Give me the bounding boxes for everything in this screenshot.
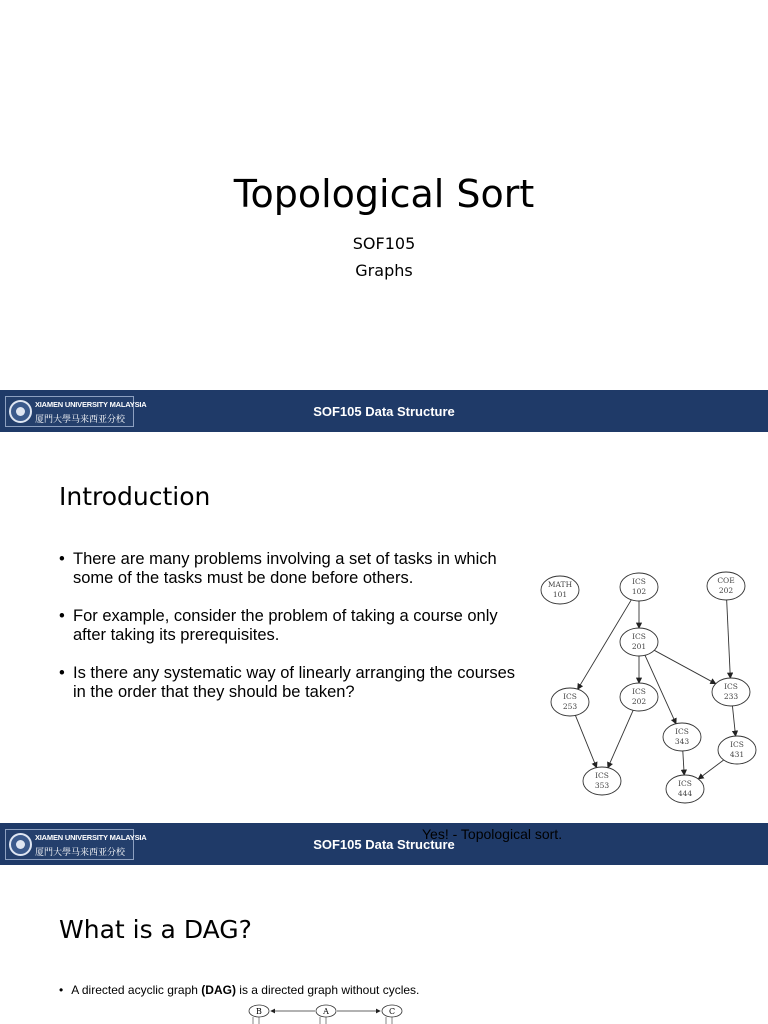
graph-node-ics431 xyxy=(718,736,756,764)
graph-node-label: ICS xyxy=(675,727,689,736)
logo-text-en: XIAMEN UNIVERSITY MALAYSIA xyxy=(35,833,147,842)
graph-edge xyxy=(727,600,731,678)
graph-edge xyxy=(732,706,735,736)
dag-def-suffix: is a directed graph without cycles. xyxy=(235,983,420,997)
dag-node-label: B xyxy=(256,1007,262,1016)
graph-node-label: 201 xyxy=(631,642,647,651)
slide-topic: Graphs xyxy=(355,261,413,280)
graph-edge xyxy=(698,760,723,779)
graph-node-ics253 xyxy=(551,688,589,716)
graph-node-ics201 xyxy=(620,628,658,656)
intro-bullet: • For example, consider the problem of taking a course only after taking its prerequisites. xyxy=(59,607,529,645)
intro-bullet: • There are many problems involving a set of tasks in which some of the tasks must be done before others. xyxy=(59,550,529,588)
graph-node-label: ICS xyxy=(632,632,646,641)
graph-node-label: ICS xyxy=(678,779,692,788)
graph-node-label: ICS xyxy=(632,577,646,586)
graph-node-label: 101 xyxy=(552,590,568,599)
dag-node xyxy=(316,1005,336,1024)
dag-definition xyxy=(59,983,419,997)
topological-sort-answer: Yes! - Topological sort. xyxy=(422,826,563,842)
prerequisite-graph xyxy=(535,565,768,810)
graph-node-label: ICS xyxy=(595,771,609,780)
graph-node-ics233 xyxy=(712,678,750,706)
dag-node xyxy=(382,1005,402,1024)
graph-node-label: COE xyxy=(717,576,735,585)
graph-node-ics353 xyxy=(583,767,621,795)
graph-node-label: ICS xyxy=(563,692,577,701)
intro-heading: Introduction xyxy=(59,482,211,511)
dag-heading: What is a DAG? xyxy=(59,915,252,944)
graph-edge xyxy=(683,751,684,775)
intro-bullet-list xyxy=(59,550,529,721)
graph-node-math101 xyxy=(541,576,579,604)
graph-node-ics343 xyxy=(663,723,701,751)
graph-node-label: 253 xyxy=(562,702,578,711)
header-course-title: SOF105 Data Structure xyxy=(313,404,455,419)
graph-node-label: ICS xyxy=(730,740,744,749)
graph-node-label: 431 xyxy=(729,750,745,759)
graph-node-ics444 xyxy=(666,775,704,803)
graph-node-label: 202 xyxy=(631,697,647,706)
graph-node-label: 202 xyxy=(718,586,734,595)
graph-edge xyxy=(654,650,715,683)
graph-node-label: 444 xyxy=(677,789,693,798)
header-course-title: SOF105 Data Structure xyxy=(313,837,455,852)
graph-node-ics202 xyxy=(620,683,658,711)
intro-bullet: • Is there any systematic way of linearly arranging the courses in the order that they should be taken? xyxy=(59,664,529,702)
dag-def-term: (DAG) xyxy=(201,983,236,997)
graph-edge xyxy=(608,710,633,767)
graph-node-label: 102 xyxy=(631,587,647,596)
course-code: SOF105 xyxy=(352,234,416,253)
dag-node-label: A xyxy=(323,1007,329,1016)
graph-node-ics102 xyxy=(620,573,658,601)
graph-node-label: 233 xyxy=(723,692,739,701)
dag-node xyxy=(249,1005,269,1024)
header-band xyxy=(0,823,768,865)
graph-node-label: MATH xyxy=(547,580,573,589)
header-band xyxy=(0,390,768,432)
dag-def-prefix: A directed acyclic graph xyxy=(71,983,202,997)
graph-node-label: 343 xyxy=(674,737,690,746)
graph-edge xyxy=(575,715,596,767)
graph-node-label: ICS xyxy=(724,682,738,691)
logo-text-en: XIAMEN UNIVERSITY MALAYSIA xyxy=(35,400,147,409)
bullet-marker: • xyxy=(59,983,64,997)
graph-node-label: ICS xyxy=(632,687,646,696)
graph-node-label: 353 xyxy=(594,781,610,790)
slide-title: Topological Sort xyxy=(233,172,535,216)
logo-text-cn: 厦門大學马来西亚分校 xyxy=(35,848,126,858)
dag-example-graph xyxy=(240,1002,410,1024)
dag-node-label: C xyxy=(388,1007,396,1016)
graph-node-coe202 xyxy=(707,572,745,600)
logo-text-cn: 厦門大學马来西亚分校 xyxy=(35,415,126,425)
